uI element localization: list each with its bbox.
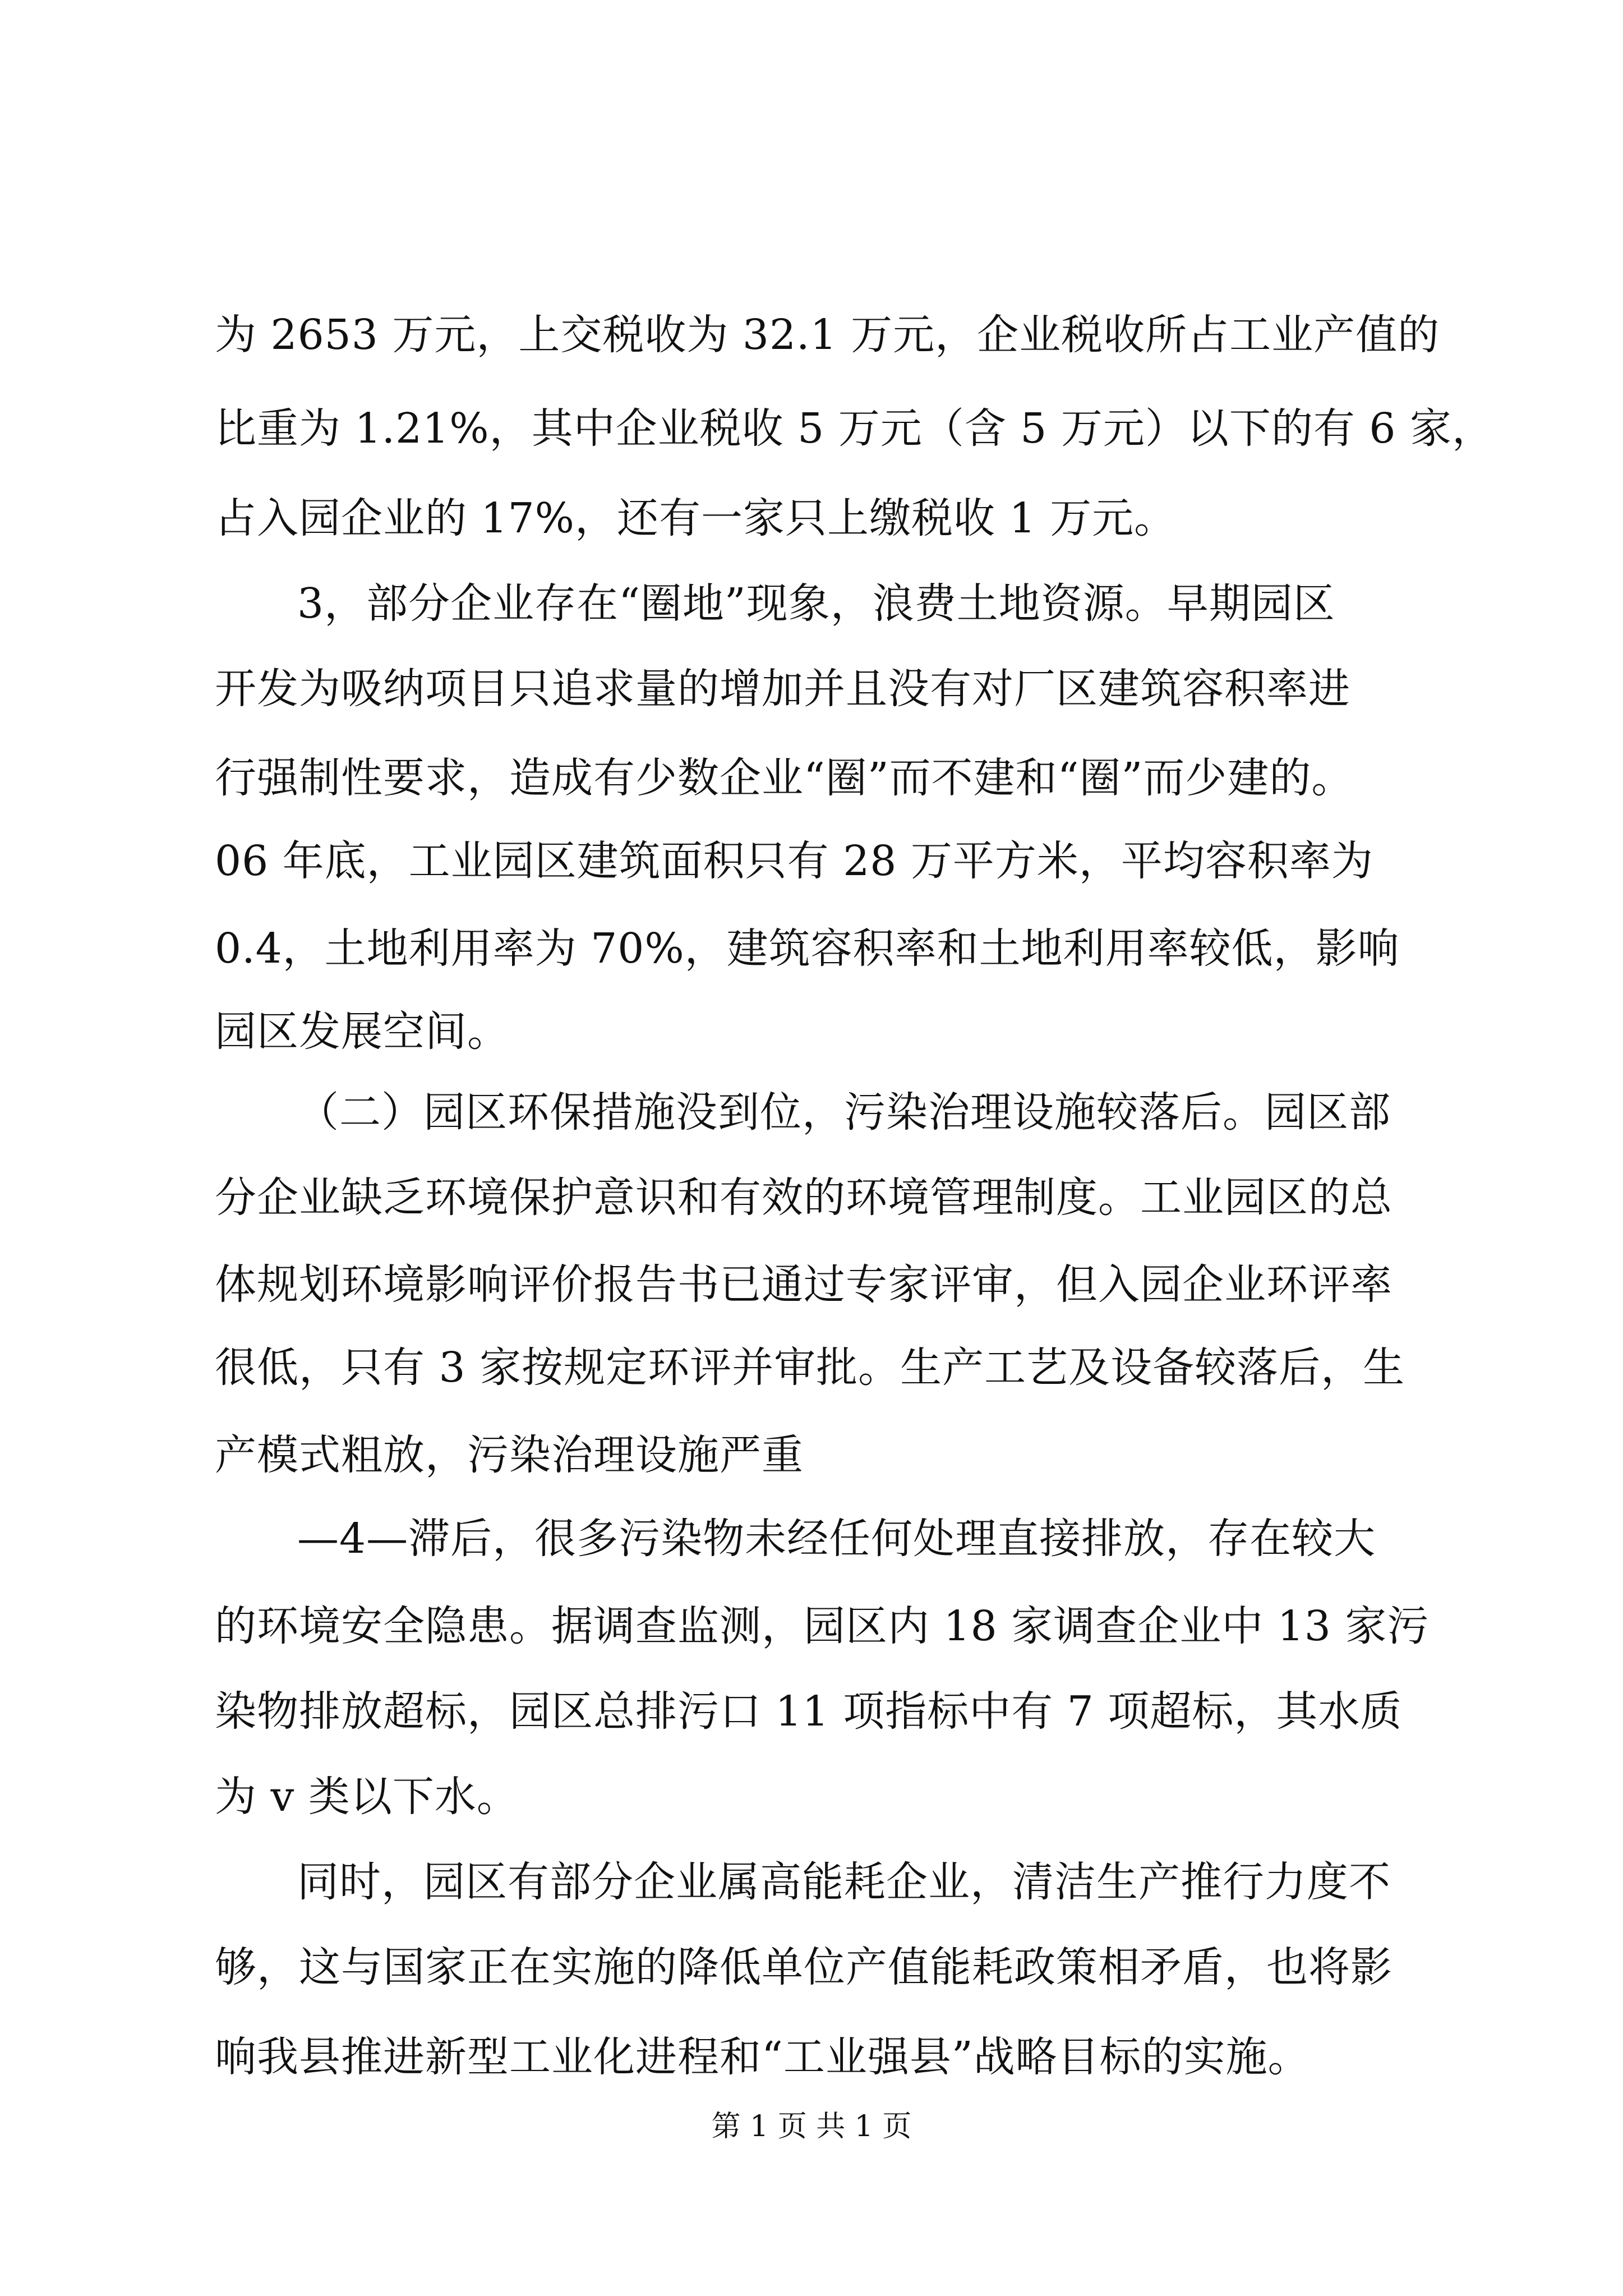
text-line: 为 2653 万元，上交税收为 32.1 万元，企业税收所占工业产值的 bbox=[215, 311, 1440, 359]
text-line: 行强制性要求，造成有少数企业“圈”而不建和“圈”而少建的。 bbox=[215, 754, 1354, 802]
page-number-footer: 第 1 页 共 1 页 bbox=[711, 2110, 912, 2143]
text-line: 园区发展空间。 bbox=[215, 1007, 509, 1056]
text-line: 染物排放超标，园区总排污口 11 项指标中有 7 项超标，其水质 bbox=[215, 1687, 1403, 1736]
text-line: 比重为 1.21%，其中企业税收 5 万元（含 5 万元）以下的有 6 家， bbox=[215, 404, 1494, 453]
text-line: 分企业缺乏环境保护意识和有效的环境管理制度。工业园区的总 bbox=[215, 1174, 1393, 1222]
text-line: 为 v 类以下水。 bbox=[215, 1773, 519, 1821]
text-line: 开发为吸纳项目只追求量的增加并且没有对厂区建筑容积率进 bbox=[215, 665, 1350, 713]
text-line: 占入园企业的 17%，还有一家只上缴税收 1 万元。 bbox=[215, 494, 1177, 542]
text-line: 够，这与国家正在实施的降低单位产值能耗政策相矛盾，也将影 bbox=[215, 1943, 1393, 1991]
text-line: 同时，园区有部分企业属高能耗企业，清洁生产推行力度不 bbox=[297, 1858, 1391, 1906]
text-line: 3，部分企业存在“圈地”现象，浪费土地资源。早期园区 bbox=[297, 579, 1335, 628]
text-line: 体规划环境影响评价报告书已通过专家评审，但入园企业环评率 bbox=[215, 1260, 1393, 1309]
text-line: （二）园区环保措施没到位，污染治理设施较落后。园区部 bbox=[297, 1088, 1391, 1137]
text-line: 的环境安全隐患。据调查监测，园区内 18 家调查企业中 13 家污 bbox=[215, 1602, 1430, 1650]
text-line: 0.4，土地利用率为 70%，建筑容积率和土地利用率较低，影响 bbox=[215, 924, 1400, 973]
text-line: 产模式粗放，污染治理设施严重 bbox=[215, 1431, 804, 1479]
text-line: 很低，只有 3 家按规定环评并审批。生产工艺及设备较落后，生 bbox=[215, 1343, 1405, 1392]
text-line: —4—滞后，很多污染物未经任何处理直接排放，存在较大 bbox=[297, 1515, 1376, 1563]
text-line: 06 年底，工业园区建筑面积只有 28 万平方米，平均容积率为 bbox=[215, 837, 1373, 885]
text-line: 响我县推进新型工业化进程和“工业强县”战略目标的实施。 bbox=[215, 2033, 1310, 2081]
